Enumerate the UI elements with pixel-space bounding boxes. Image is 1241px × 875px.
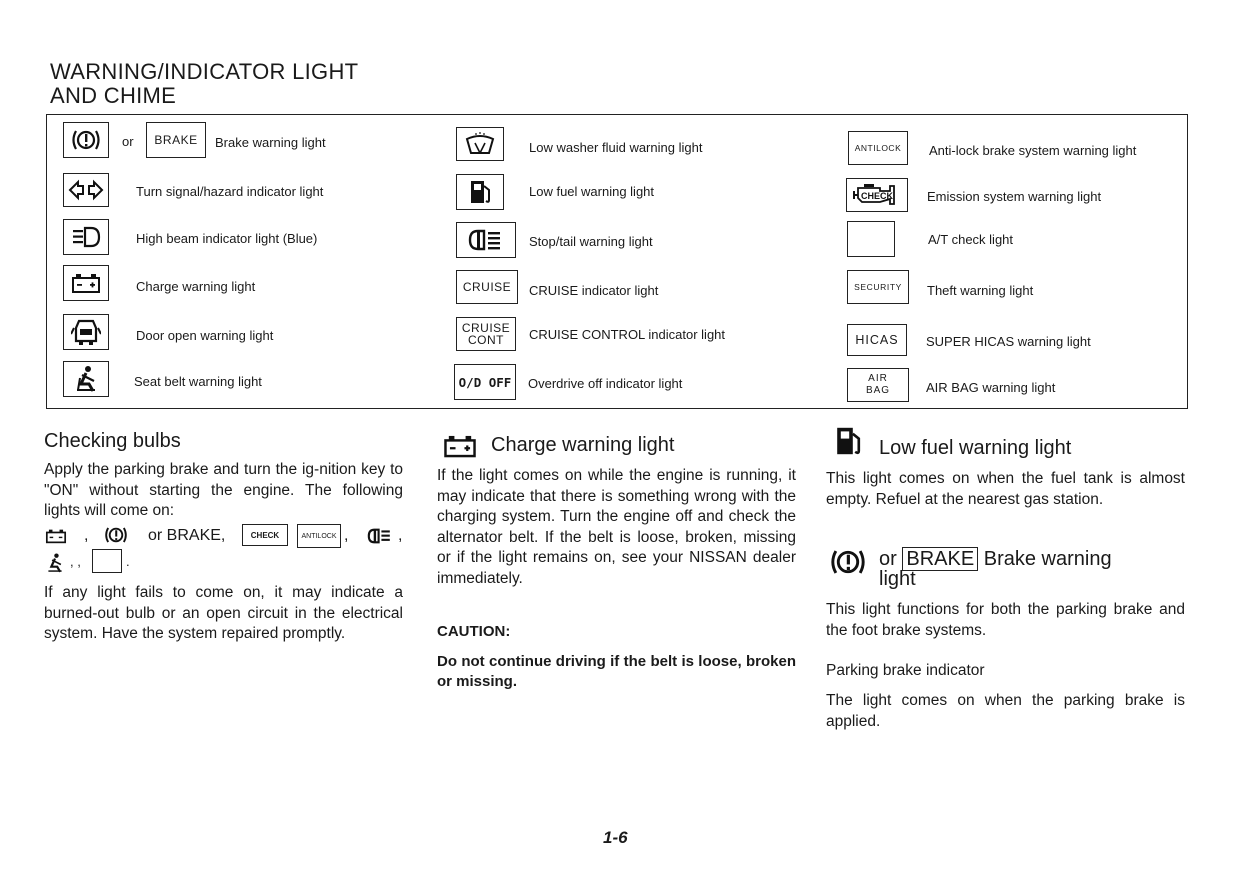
page-number: 1-6 (603, 828, 628, 847)
antilock-icon: ANTILOCK (297, 524, 341, 548)
battery-icon (441, 432, 479, 465)
brake-text-icon: BRAKE (146, 122, 206, 158)
row-label: Brake warning light (215, 135, 326, 150)
battery-icon (44, 527, 68, 545)
or-text: or (122, 134, 134, 149)
inline-or-brake: or BRAKE, (148, 527, 226, 544)
row-label: Charge warning light (136, 279, 256, 294)
indicator-table (46, 114, 1188, 409)
inline-icons-line: , or BRAKE, CHECK ANTILOCK , , , , . (44, 524, 414, 574)
row-label: Stop/tail warning light (529, 234, 653, 249)
checking-bulbs-paragraph-1: Apply the parking brake and turn the ig-nition key to "ON" without starting the engine. The following lights will come on: (44, 461, 403, 519)
brake-circle-icon (826, 545, 870, 584)
overdrive-off-icon: O/D OFF (454, 364, 516, 400)
parking-brake-paragraph: The light comes on when the parking brake is applied. (826, 692, 1185, 730)
caution-text: Do not continue driving if the belt is loose, broken or missing. (437, 653, 796, 690)
row-label: Emission system warning light (927, 189, 1102, 204)
fuel-pump-icon (830, 424, 866, 463)
row-label: High beam indicator light (Blue) (136, 231, 318, 246)
brake-text-icon: BRAKE (902, 547, 978, 571)
brake-warning-heading-line2: light (879, 568, 916, 590)
low-fuel-heading: Low fuel warning light (879, 437, 1072, 459)
at-check-blank-icon (847, 221, 895, 257)
at-check-blank-icon (92, 549, 122, 573)
row-label: Anti-lock brake system warning light (929, 143, 1137, 158)
checking-bulbs-paragraph-2: If any light fails to come on, it may indicate a burned-out bulb or an open circuit in the electrical system. Have the system repaired promptly. (44, 584, 403, 642)
row-label: Low fuel warning light (529, 184, 655, 199)
brake-warning-paragraph: This light functions for both the parking brake and the foot brake systems. (826, 601, 1185, 639)
page-title: WARNING/INDICATOR LIGHT AND CHIME (50, 59, 359, 108)
low-fuel-paragraph: This light comes on when the fuel tank is almost empty. Refuel at the nearest gas station. (826, 470, 1185, 508)
checking-bulbs-heading: Checking bulbs (44, 430, 181, 452)
door-open-icon (63, 314, 109, 350)
brake-warning-heading: or BRAKE Brake warning (879, 548, 1112, 570)
check-engine-icon (846, 178, 908, 212)
row-label: SUPER HICAS warning light (926, 334, 1091, 349)
hicas-icon: HICAS (847, 324, 907, 356)
cruise-cont-icon: CRUISE CONT (456, 317, 516, 351)
svg-text:CHECK: CHECK (861, 191, 894, 201)
check-engine-icon: CHECK (242, 524, 288, 546)
air-bag-icon: AIR BAG (847, 368, 909, 402)
seat-belt-icon (44, 552, 66, 574)
brake-circle-icon (63, 122, 109, 158)
charge-warning-paragraph: If the light comes on while the engine is running, it may indicate that there is something wrong with the charging system. Turn the engine off and check the alternator belt. If the belt is loose, broken, missing or if the light remains on, see your NISSAN dealer immediately. (437, 467, 796, 587)
stop-tail-icon (366, 527, 394, 545)
parking-brake-subheading: Parking brake indicator (826, 662, 985, 679)
security-icon: SECURITY (847, 270, 909, 304)
caution-label: CAUTION: (437, 623, 511, 640)
seat-belt-icon (63, 361, 109, 397)
row-label: Theft warning light (927, 283, 1034, 298)
row-label: Door open warning light (136, 328, 274, 343)
row-label: A/T check light (928, 232, 1014, 247)
fuel-pump-icon (456, 174, 504, 210)
row-label: Overdrive off indicator light (528, 376, 683, 391)
row-label: Turn signal/hazard indicator light (136, 184, 324, 199)
brake-circle-icon (102, 524, 130, 546)
turn-signal-icon (63, 173, 109, 207)
row-label: Low washer fluid warning light (529, 140, 703, 155)
antilock-icon: ANTILOCK (848, 131, 908, 165)
row-label: CRUISE indicator light (529, 283, 659, 298)
charge-warning-heading: Charge warning light (491, 434, 675, 456)
stop-tail-icon (456, 222, 516, 258)
washer-fluid-icon (456, 127, 504, 161)
high-beam-icon (63, 219, 109, 255)
cruise-icon: CRUISE (456, 270, 518, 304)
row-label: Seat belt warning light (134, 374, 262, 389)
row-label: AIR BAG warning light (926, 380, 1056, 395)
battery-icon (63, 265, 109, 301)
row-label: CRUISE CONTROL indicator light (529, 327, 726, 342)
